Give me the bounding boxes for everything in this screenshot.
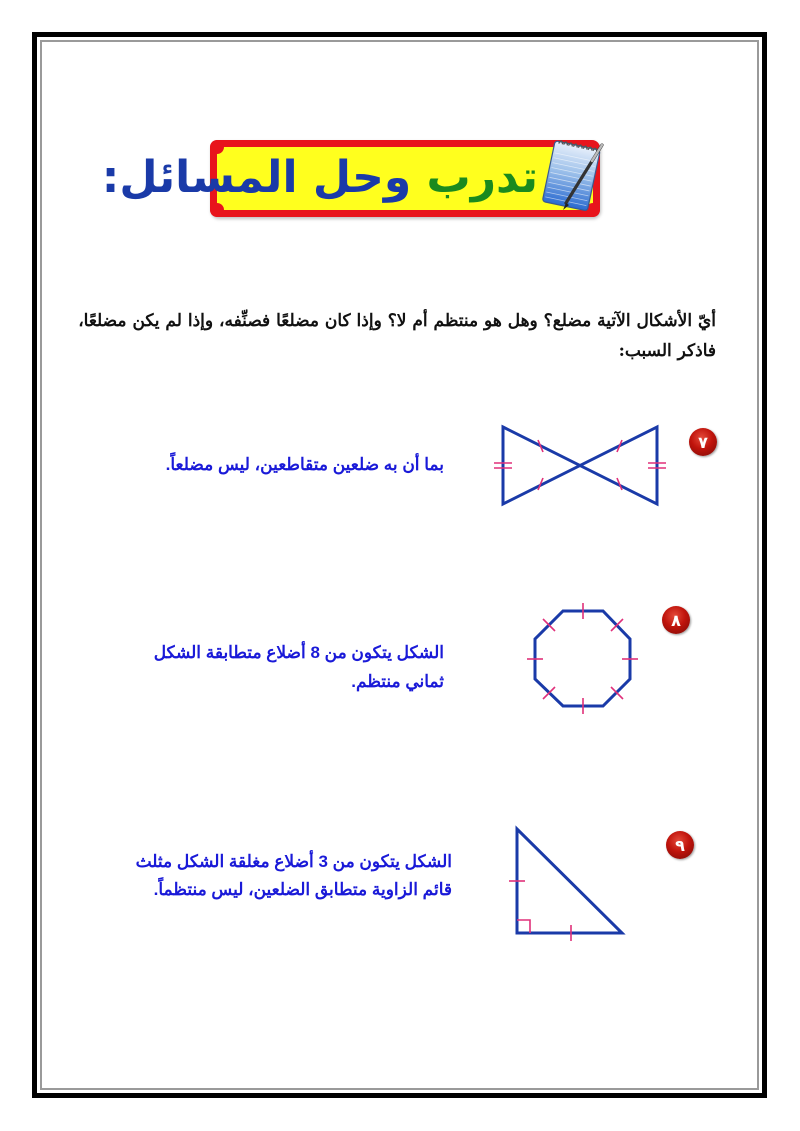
answer-text: الشكل يتكون من 8 أضلاع متطابقة الشكل ثماني منتظم. <box>153 643 444 691</box>
octagon-figure <box>520 600 645 720</box>
title-part-solve: وحل المسائل: <box>101 151 412 203</box>
bowtie-figure <box>490 420 670 515</box>
page-title <box>101 151 538 203</box>
banner-corner <box>210 203 224 217</box>
bowtie-shape <box>503 427 657 504</box>
title-part-practice: تدرب <box>426 151 538 203</box>
answer-text: الشكل يتكون من 3 أضلاع مغلقة الشكل مثلث قائم الزاوية متطابق الضلعين، ليس منتظماً. <box>135 852 452 899</box>
problem-number-badge: ٨ <box>662 606 690 634</box>
right-triangle-figure <box>500 820 635 945</box>
answer-text: بما أن به ضلعين متقاطعين، ليس مضلعاً. <box>165 455 444 474</box>
question-prompt: أيّ الأشكال الآتية مضلع؟ وهل هو منتظم أم لا؟ وإذا كان مضلعًا فصنِّفه، وإذا لم يكن مضلعًا، فاذكر السبب: <box>78 311 716 361</box>
problem-number-badge: ٧ <box>689 428 717 456</box>
notepad-pen-icon <box>536 137 608 215</box>
problem-number-badge: ٩ <box>666 831 694 859</box>
right-angle-mark <box>517 920 530 933</box>
triangle-shape <box>517 829 622 933</box>
congruence-ticks <box>527 603 638 714</box>
